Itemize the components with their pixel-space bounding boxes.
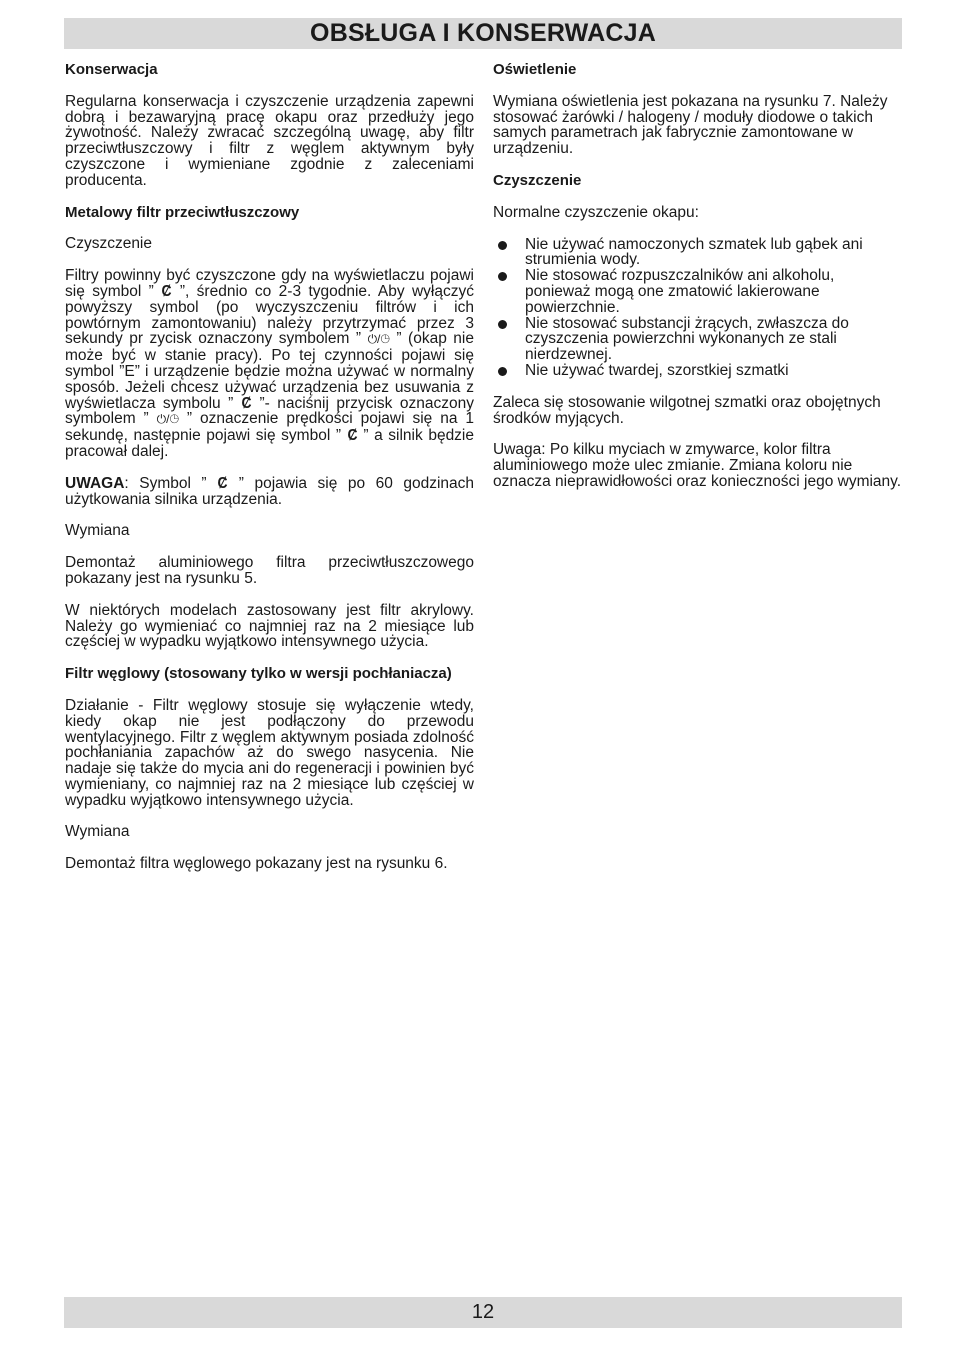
- paragraph-konserwacja: Regularna konserwacja i czyszczenie urządzenia zapewni dobrą i bezawaryjną pracę okapu oraz przedłuży jego żywotność. Należy zwracać szczególną uwagę, aby filtr przeciwtłuszczowy i filtr z węglem aktywnym były czyszczone i wymieniane zgodnie z zaleceniami producenta.: [65, 92, 474, 189]
- left-column: [65, 62, 474, 888]
- paragraph-normalne: Normalne czyszczenie okapu:: [493, 203, 699, 221]
- filter-alarm-icon: Ȼ: [347, 427, 358, 445]
- list-item-text: Nie używać twardej, szorstkiej szmatki: [525, 361, 789, 379]
- filter-alarm-icon: Ȼ: [241, 394, 252, 412]
- list-item-text: Nie stosować substancji żrących, zwłaszcza do czyszczenia powierzchni wykonanych ze stali nierdzewnej.: [525, 314, 849, 364]
- paragraph-zaleca: Zaleca się stosowanie wilgotnej szmatki oraz obojętnych środków myjących.: [493, 393, 881, 427]
- paragraph-demontaz-carbon: Demontaż filtra węglowego pokazany jest na rysunku 6.: [65, 855, 448, 873]
- page-title: OBSŁUGA I KONSERWACJA: [310, 19, 656, 47]
- filter-text-4: ”- naciśnij przycisk oznaczony symbolem ”: [65, 394, 474, 428]
- power-timer-icon: ⏻/◷: [156, 412, 179, 427]
- list-item: [493, 363, 902, 379]
- filter-text-1: Filtry powinny być czyszczone gdy na wyświetlaczu pojawi się symbol ”: [65, 267, 474, 300]
- list-item-text: Nie stosować rozpuszczalników ani alkoholu, ponieważ mogą one zmatowić lakierowane powierzchnie.: [525, 267, 835, 316]
- paragraph-oswietlenie: Wymiana oświetlenia jest pokazana na rysunku 7. Należy stosować żarówki / halogeny / moduły diodowe o takich samych parametrach jak fabrycznie zamontowane w urządzeniu.: [493, 92, 888, 158]
- heading-oswietlenie: Oświetlenie: [493, 61, 577, 78]
- page-number: 12: [471, 1301, 495, 1323]
- paragraph-uwaga-right: Uwaga: Po kilku myciach w zmywarce, kolor filtra aluminiowego może ulec zmianie. Zmiana koloru nie oznacza nieprawidłowości oraz konieczności jego wymiany.: [493, 441, 902, 490]
- filter-text-5: ” oznaczenie prędkości pojawi się na 1 sekundę, następnie pojawi się symbol ”: [65, 410, 474, 445]
- paragraph-acrylic-filter: W niektórych modelach zastosowany jest filtr akrylowy. Należy go wymieniać co najmniej raz na 2 miesiące lub częściej w wypadku wyjątkowo intensywnego użycia.: [65, 601, 474, 651]
- subheading-wymiana-2: Wymiana: [65, 823, 130, 841]
- paragraph-uwaga: [65, 476, 474, 508]
- bullet-icon: [498, 367, 507, 376]
- uwaga-text-1: : Symbol ”: [124, 474, 218, 492]
- uwaga-label: UWAGA: [65, 474, 125, 492]
- filter-alarm-icon: Ȼ: [161, 282, 172, 300]
- footer-bar: [64, 1297, 902, 1328]
- filter-alarm-icon: Ȼ: [217, 474, 228, 492]
- paragraph-dzialanie: Działanie - Filtr węglowy stosuje się wyłączenie wtedy, kiedy okap nie jest podłączony do przewodu wentylacyjnego. Filtr z węglem aktywnym posiada zdolność pochłaniania zapachów aż do swego nasycenia. Nie nadaje się także do mycia ani do regeneracji i powinien być wymieniany, co najmniej raz na 2 miesiące lub częściej w wypadku wyjątkowo intensywnego użycia.: [65, 696, 474, 809]
- subheading-wymiana-1: Wymiana: [65, 522, 130, 540]
- title-bar: [64, 18, 902, 49]
- heading-konserwacja: Konserwacja: [65, 61, 158, 78]
- heading-czyszczenie: Czyszczenie: [493, 171, 582, 189]
- paragraph-demontaz-aluminium: Demontaż aluminiowego filtra przeciwtłuszczowego pokazany jest na rysunku 5.: [65, 554, 474, 587]
- right-column: [493, 62, 902, 506]
- filter-text-2: ”, średnio co 2-3 tygodnie. Aby wyłączyć powyższy symbol (po wyczyszczeniu filtrów i ich powtórnym zamontowaniu) należy przytrzymać przez 3 sekundy pr zycisk oznaczony symbolem ”: [65, 282, 474, 348]
- bullet-icon: [498, 241, 507, 250]
- cleaning-list: [493, 237, 902, 379]
- heading-carbon-filter: Filtr węglowy (stosowany tylko w wersji pochłaniacza): [65, 665, 452, 683]
- bullet-icon: [498, 320, 507, 329]
- uwaga-text-2: ” pojawia się po 60 godzinach użytkowania silnika urządzenia.: [65, 474, 474, 508]
- list-item: [493, 268, 902, 315]
- list-item: [493, 237, 902, 269]
- subheading-czyszczenie: Czyszczenie: [65, 235, 152, 253]
- heading-metal-filter: Metalowy filtr przeciwtłuszczowy: [65, 203, 300, 221]
- paragraph-filter-cleaning: [65, 268, 474, 460]
- filter-text-6: ” a silnik będzie pracował dalej.: [65, 427, 474, 460]
- filter-text-3: ” (okap nie może być w stanie pracy). Po tej czynności pojawi się symbol ”E” i urządzenie będzie można używać w normalny sposób. Jeżeli chcesz używać urządzenia bez usuwania z wyświetlacza symbolu ”: [65, 330, 474, 412]
- list-item-text: Nie używać namoczonych szmatek lub gąbek ani strumienia wody.: [525, 235, 863, 269]
- bullet-icon: [498, 272, 507, 281]
- list-item: [493, 316, 902, 363]
- power-timer-icon: ⏻/◷: [367, 332, 390, 347]
